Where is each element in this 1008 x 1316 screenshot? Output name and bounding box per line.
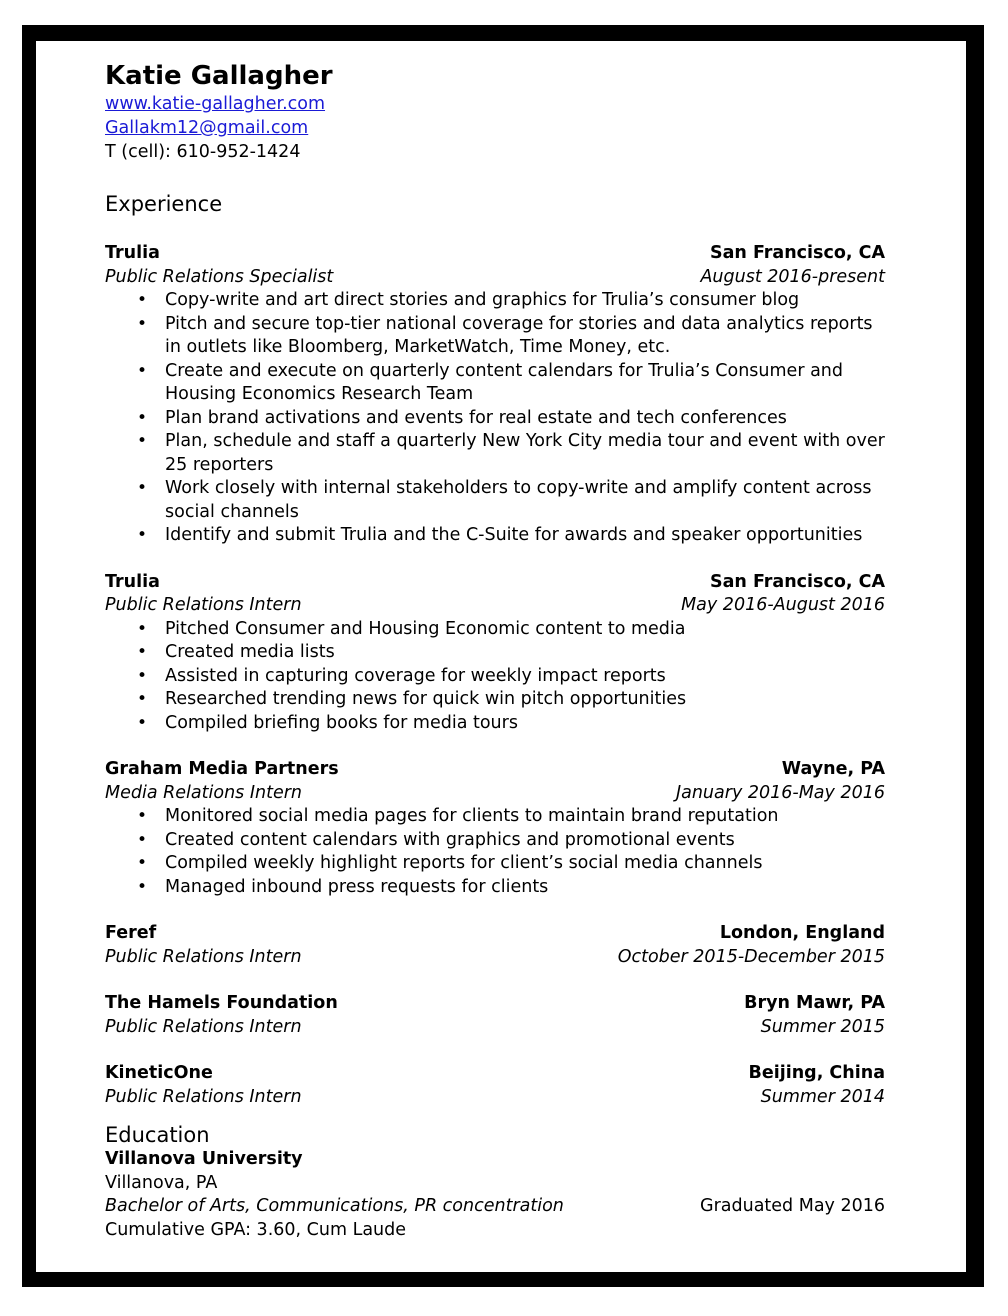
school-location: Villanova, PA — [105, 1172, 218, 1193]
candidate-name: Katie Gallagher — [105, 61, 333, 91]
job-bullet: • Create and execute on quarterly content calendars for Trulia’s Consumer and Housing Economics Research Team — [165, 360, 885, 407]
job-bullet: • Created media lists — [165, 641, 885, 665]
job-title: Public Relations Intern — [105, 946, 302, 967]
resume-content — [105, 60, 885, 1242]
job-company: Feref — [105, 923, 157, 943]
job-entry — [105, 992, 885, 1039]
resume-header — [105, 60, 885, 164]
experience-heading: Experience — [105, 192, 223, 216]
job-entry — [105, 242, 885, 548]
job-title: Public Relations Specialist — [105, 266, 334, 287]
job-company: Trulia — [105, 571, 160, 592]
job-company: Trulia — [105, 243, 160, 263]
job-title: Public Relations Intern — [105, 1016, 302, 1037]
job-entry — [105, 1062, 885, 1109]
job-location: Wayne, PA — [781, 759, 885, 779]
phone-number: T (cell): 610-952-1424 — [105, 142, 301, 162]
job-bullet: • Copy-write and art direct stories and graphics for Trulia’s consumer blog — [165, 289, 885, 313]
job-bullet: • Compiled briefing books for media tours — [165, 712, 885, 736]
job-bullet: • Researched trending news for quick win pitch opportunities — [165, 688, 885, 712]
job-title: Media Relations Intern — [105, 782, 303, 803]
job-entry — [105, 571, 885, 736]
job-bullet: • Compiled weekly highlight reports for client’s social media channels — [165, 852, 885, 876]
job-bullet: • Created content calendars with graphics and promotional events — [165, 829, 885, 853]
job-bullet: • Managed inbound press requests for clients — [165, 876, 885, 900]
job-dates: Summer 2015 — [760, 1016, 885, 1037]
job-dates: January 2016-May 2016 — [675, 782, 885, 803]
school-name: Villanova University — [105, 1149, 303, 1169]
job-entry — [105, 922, 885, 969]
job-title: Public Relations Intern — [105, 595, 302, 615]
job-location: San Francisco, CA — [709, 571, 885, 592]
education-heading: Education — [105, 1123, 210, 1147]
website-link[interactable]: www.katie-gallagher.com — [105, 94, 326, 114]
degree: Bachelor of Arts, Communications, PR concentration — [105, 1196, 564, 1216]
job-title: Public Relations Intern — [105, 1086, 302, 1107]
job-location: London, England — [719, 923, 885, 943]
job-dates: October 2015-December 2015 — [617, 946, 885, 967]
job-bullet: • Pitch and secure top-tier national coverage for stories and data analytics reports in outlets like Bloomberg, MarketWatch, Time Money, etc. — [165, 313, 885, 360]
education-entry — [105, 1148, 885, 1242]
job-bullet: • Plan, schedule and staff a quarterly New York City media tour and event with over 25 reporters — [165, 430, 885, 477]
job-location: Bryn Mawr, PA — [744, 993, 885, 1013]
job-company: The Hamels Foundation — [105, 993, 338, 1013]
job-bullet-list — [105, 289, 885, 548]
job-bullet: • Work closely with internal stakeholders to copy-write and amplify content across social channels — [165, 477, 885, 524]
job-bullet-list — [105, 805, 885, 899]
job-entry — [105, 758, 885, 899]
job-dates: August 2016-present — [700, 266, 885, 287]
job-location: Beijing, China — [748, 1063, 885, 1083]
job-dates: May 2016-August 2016 — [681, 595, 885, 615]
job-bullet: • Identify and submit Trulia and the C-Suite for awards and speaker opportunities — [165, 524, 885, 548]
job-bullet-list — [105, 618, 885, 736]
job-location: San Francisco, CA — [709, 243, 885, 263]
graduation-date: Graduated May 2016 — [700, 1196, 885, 1216]
job-bullet: • Monitored social media pages for clients to maintain brand reputation — [165, 805, 885, 829]
email-link[interactable]: Gallakm12@gmail.com — [105, 118, 309, 138]
job-company: Graham Media Partners — [105, 759, 339, 779]
job-company: KineticOne — [105, 1063, 213, 1083]
job-dates: Summer 2014 — [760, 1086, 885, 1107]
job-bullet: • Assisted in capturing coverage for weekly impact reports — [165, 665, 885, 689]
gpa: Cumulative GPA: 3.60, Cum Laude — [105, 1219, 407, 1240]
job-bullet: • Plan brand activations and events for real estate and tech conferences — [165, 407, 885, 431]
job-bullet: • Pitched Consumer and Housing Economic content to media — [165, 618, 885, 642]
